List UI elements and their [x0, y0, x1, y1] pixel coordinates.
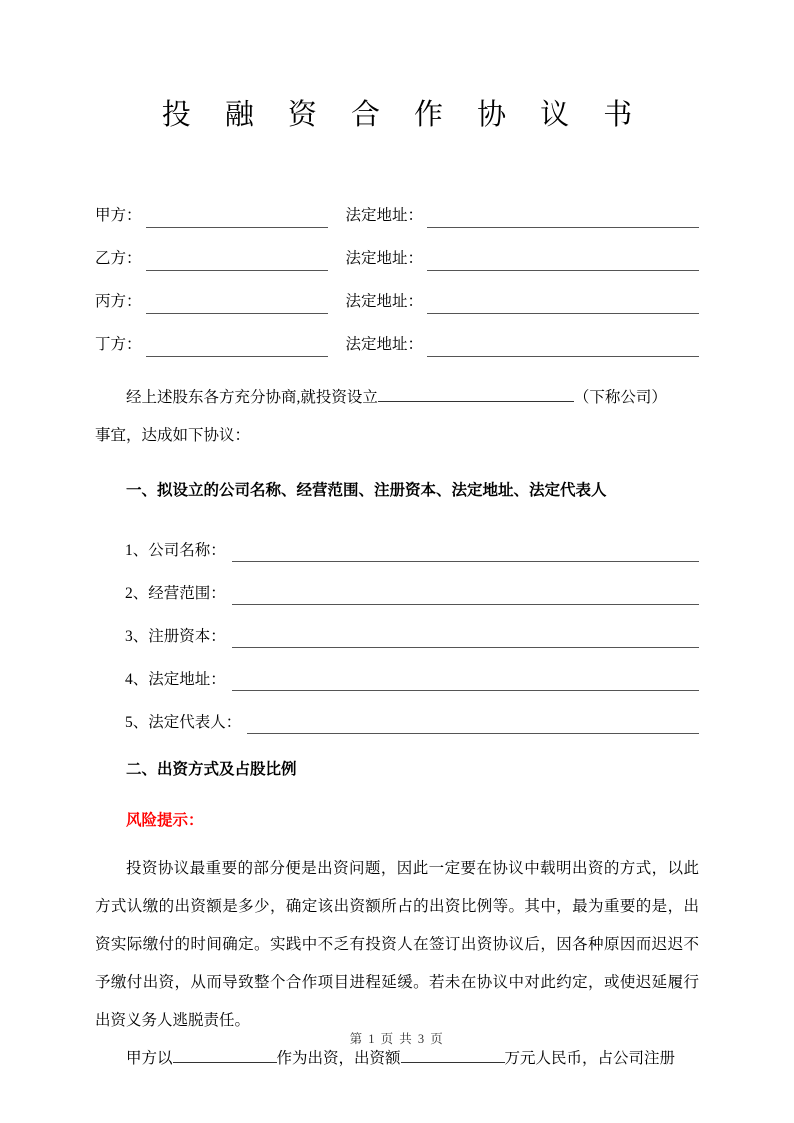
contribution-amount-input[interactable]	[401, 1047, 505, 1063]
party-name-input[interactable]	[146, 296, 328, 314]
legal-address-label: 法定地址：	[345, 335, 424, 353]
party-label: 甲方：	[95, 206, 142, 224]
party-label: 丁方：	[95, 335, 142, 353]
risk-notice-title: 风险提示：	[126, 811, 204, 829]
contribution-method-input[interactable]	[173, 1047, 277, 1063]
item-label: 3、注册资本：	[125, 627, 226, 645]
party-row-jia	[95, 185, 699, 228]
section-heading-one: 一、拟设立的公司名称、经营范围、注册资本、法定地址、法定代表人	[126, 481, 607, 499]
list-item-registered-capital	[95, 605, 699, 648]
party-row-bing	[95, 271, 699, 314]
legal-address-input[interactable]	[427, 296, 699, 314]
legal-address-input[interactable]	[427, 253, 699, 271]
intro-text-before: 经上述股东各方充分协商,就投资设立	[126, 388, 378, 406]
intro-text-after: （下称公司）	[573, 388, 667, 406]
item-label: 4、法定地址：	[125, 670, 226, 688]
party-fields-block	[95, 185, 699, 357]
company-name-field[interactable]	[232, 544, 699, 562]
party-row-ding	[95, 314, 699, 357]
party-name-input[interactable]	[146, 253, 328, 271]
intro-paragraph-line2: 事宜，达成如下协议：	[95, 426, 251, 444]
company-name-input[interactable]	[378, 386, 574, 402]
legal-address-input[interactable]	[427, 339, 699, 357]
item-label: 5、法定代表人：	[125, 713, 242, 731]
legal-address-input[interactable]	[427, 210, 699, 228]
legal-address-label: 法定地址：	[345, 292, 424, 310]
party-name-input[interactable]	[146, 339, 328, 357]
legal-address-field[interactable]	[232, 673, 699, 691]
party-row-yi	[95, 228, 699, 271]
list-item-company-name	[95, 519, 699, 562]
registered-capital-field[interactable]	[232, 630, 699, 648]
party-label: 乙方：	[95, 249, 142, 267]
party-label: 丙方：	[95, 292, 142, 310]
risk-notice-body-block	[95, 844, 699, 1040]
list-item-legal-address	[95, 648, 699, 691]
business-scope-field[interactable]	[232, 587, 699, 605]
legal-address-label: 法定地址：	[345, 206, 424, 224]
contribution-text-3: 万元人民币，占公司注册	[504, 1049, 676, 1067]
item-label: 2、经营范围：	[125, 584, 226, 602]
item-label: 1、公司名称：	[125, 541, 226, 559]
contribution-text-2: 作为出资，出资额	[276, 1049, 401, 1067]
intro-paragraph	[95, 379, 699, 417]
section-heading-two: 二、出资方式及占股比例	[126, 760, 297, 778]
company-info-item-list	[95, 519, 699, 734]
risk-notice-body: 投资协议最重要的部分便是出资问题，因此一定要在协议中载明出资的方式，以此方式认缴的出资额是多少，确定该出资额所占的出资比例等。其中，最为重要的是，出资实际缴付的时间确定。实践中不乏有投资人在签订出资协议后，因各种原因而迟迟不予缴付出资，从而导致整个合作项目进程延缓。若未在协议中对此约定，或使迟延履行出资义务人逃脱责任。	[95, 859, 699, 1029]
list-item-business-scope	[95, 562, 699, 605]
list-item-legal-representative	[95, 691, 699, 734]
page-title: 投 融 资 合 作 协 议 书	[161, 99, 646, 131]
page-footer: 第 1 页 共 3 页	[349, 1032, 445, 1046]
legal-address-label: 法定地址：	[345, 249, 424, 267]
contribution-text-1: 甲方以	[126, 1049, 173, 1067]
party-name-input[interactable]	[146, 210, 328, 228]
legal-representative-field[interactable]	[247, 716, 699, 734]
